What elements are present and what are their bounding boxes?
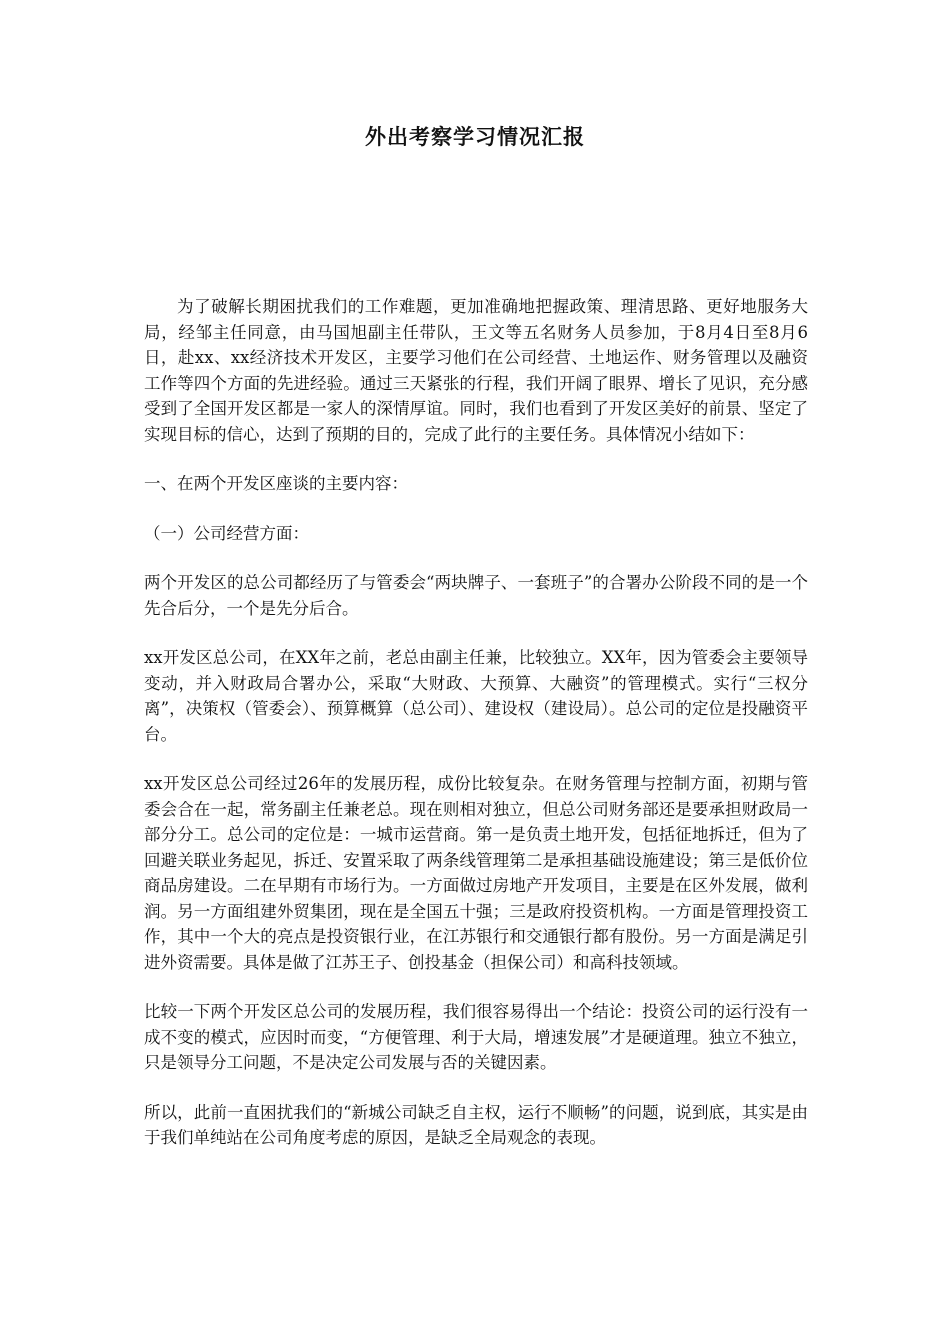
paragraph: 两个开发区的总公司都经历了与管委会“两块牌子、一套班子”的合署办公阶段不同的是一个先合后分，一个是先分后合。 xyxy=(144,573,808,618)
document-title: 外出考察学习情况汇报 xyxy=(365,124,585,149)
paragraph: 比较一下两个开发区总公司的发展历程，我们很容易得出一个结论：投资公司的运行没有一成不变的模式，应因时而变，“方便管理、利于大局，增速发展”才是硬道理。独立不独立，只是领导分工问题，不是决定公司发展与否的关键因素。 xyxy=(144,1002,808,1072)
document-body xyxy=(144,294,808,1175)
section-heading-1: 一、在两个开发区座谈的主要内容： xyxy=(144,474,408,493)
paragraph: xx开发区总公司，在XX年之前，老总由副主任兼，比较独立。XX年，因为管委会主要领导变动，并入财政局合署办公，采取“大财政、大预算、大融资”的管理模式。实行“三权分离”，决策权（管委会）、预算概算（总公司）、建设权（建设局）。总公司的定位是投融资平台。 xyxy=(144,648,808,744)
subsection-heading-1: （一）公司经营方面： xyxy=(144,523,309,543)
paragraph-intro: 为了破解长期困扰我们的工作难题，更加准确地把握政策、理清思路、更好地服务大局，经邹主任同意，由马国旭副主任带队，王文等五名财务人员参加，于8月4日至8月6日，赴xx、xx经济技术开发区，主要学习他们在公司经营、土地运作、财务管理以及融资工作等四个方面的先进经验。通过三天紧张的行程，我们开阔了眼界、增长了见识，充分感受到了全国开发区都是一家人的深情厚谊。同时，我们也看到了开发区美好的前景、坚定了实现目标的信心，达到了预期的目的，完成了此行的主要任务。具体情况小结如下： xyxy=(144,297,808,444)
paragraph: 所以，此前一直困扰我们的“新城公司缺乏自主权，运行不顺畅”的问题，说到底，其实是由于我们单纯站在公司角度考虑的原因，是缺乏全局观念的表现。 xyxy=(144,1102,808,1147)
paragraph: xx开发区总公司经过26年的发展历程，成份比较复杂。在财务管理与控制方面，初期与管委会合在一起，常务副主任兼老总。现在则相对独立，但总公司财务部还是要承担财政局一部分分工。总公司的定位是：一城市运营商。第一是负责土地开发，包括征地拆迁，但为了回避关联业务起见，拆迁、安置采取了两条线管理第二是承担基础设施建设；第三是低价位商品房建设。二在早期有市场行为。一方面做过房地产开发项目，主要是在区外发展，做利润。另一方面组建外贸集团，现在是全国五十强；三是政府投资机构。一方面是管理投资工作，其中一个大的亮点是投资银行业，在江苏银行和交通银行都有股份。另一方面是满足引进外资需要。具体是做了江苏王子、创投基金（担保公司）和高科技领域。 xyxy=(144,774,808,972)
